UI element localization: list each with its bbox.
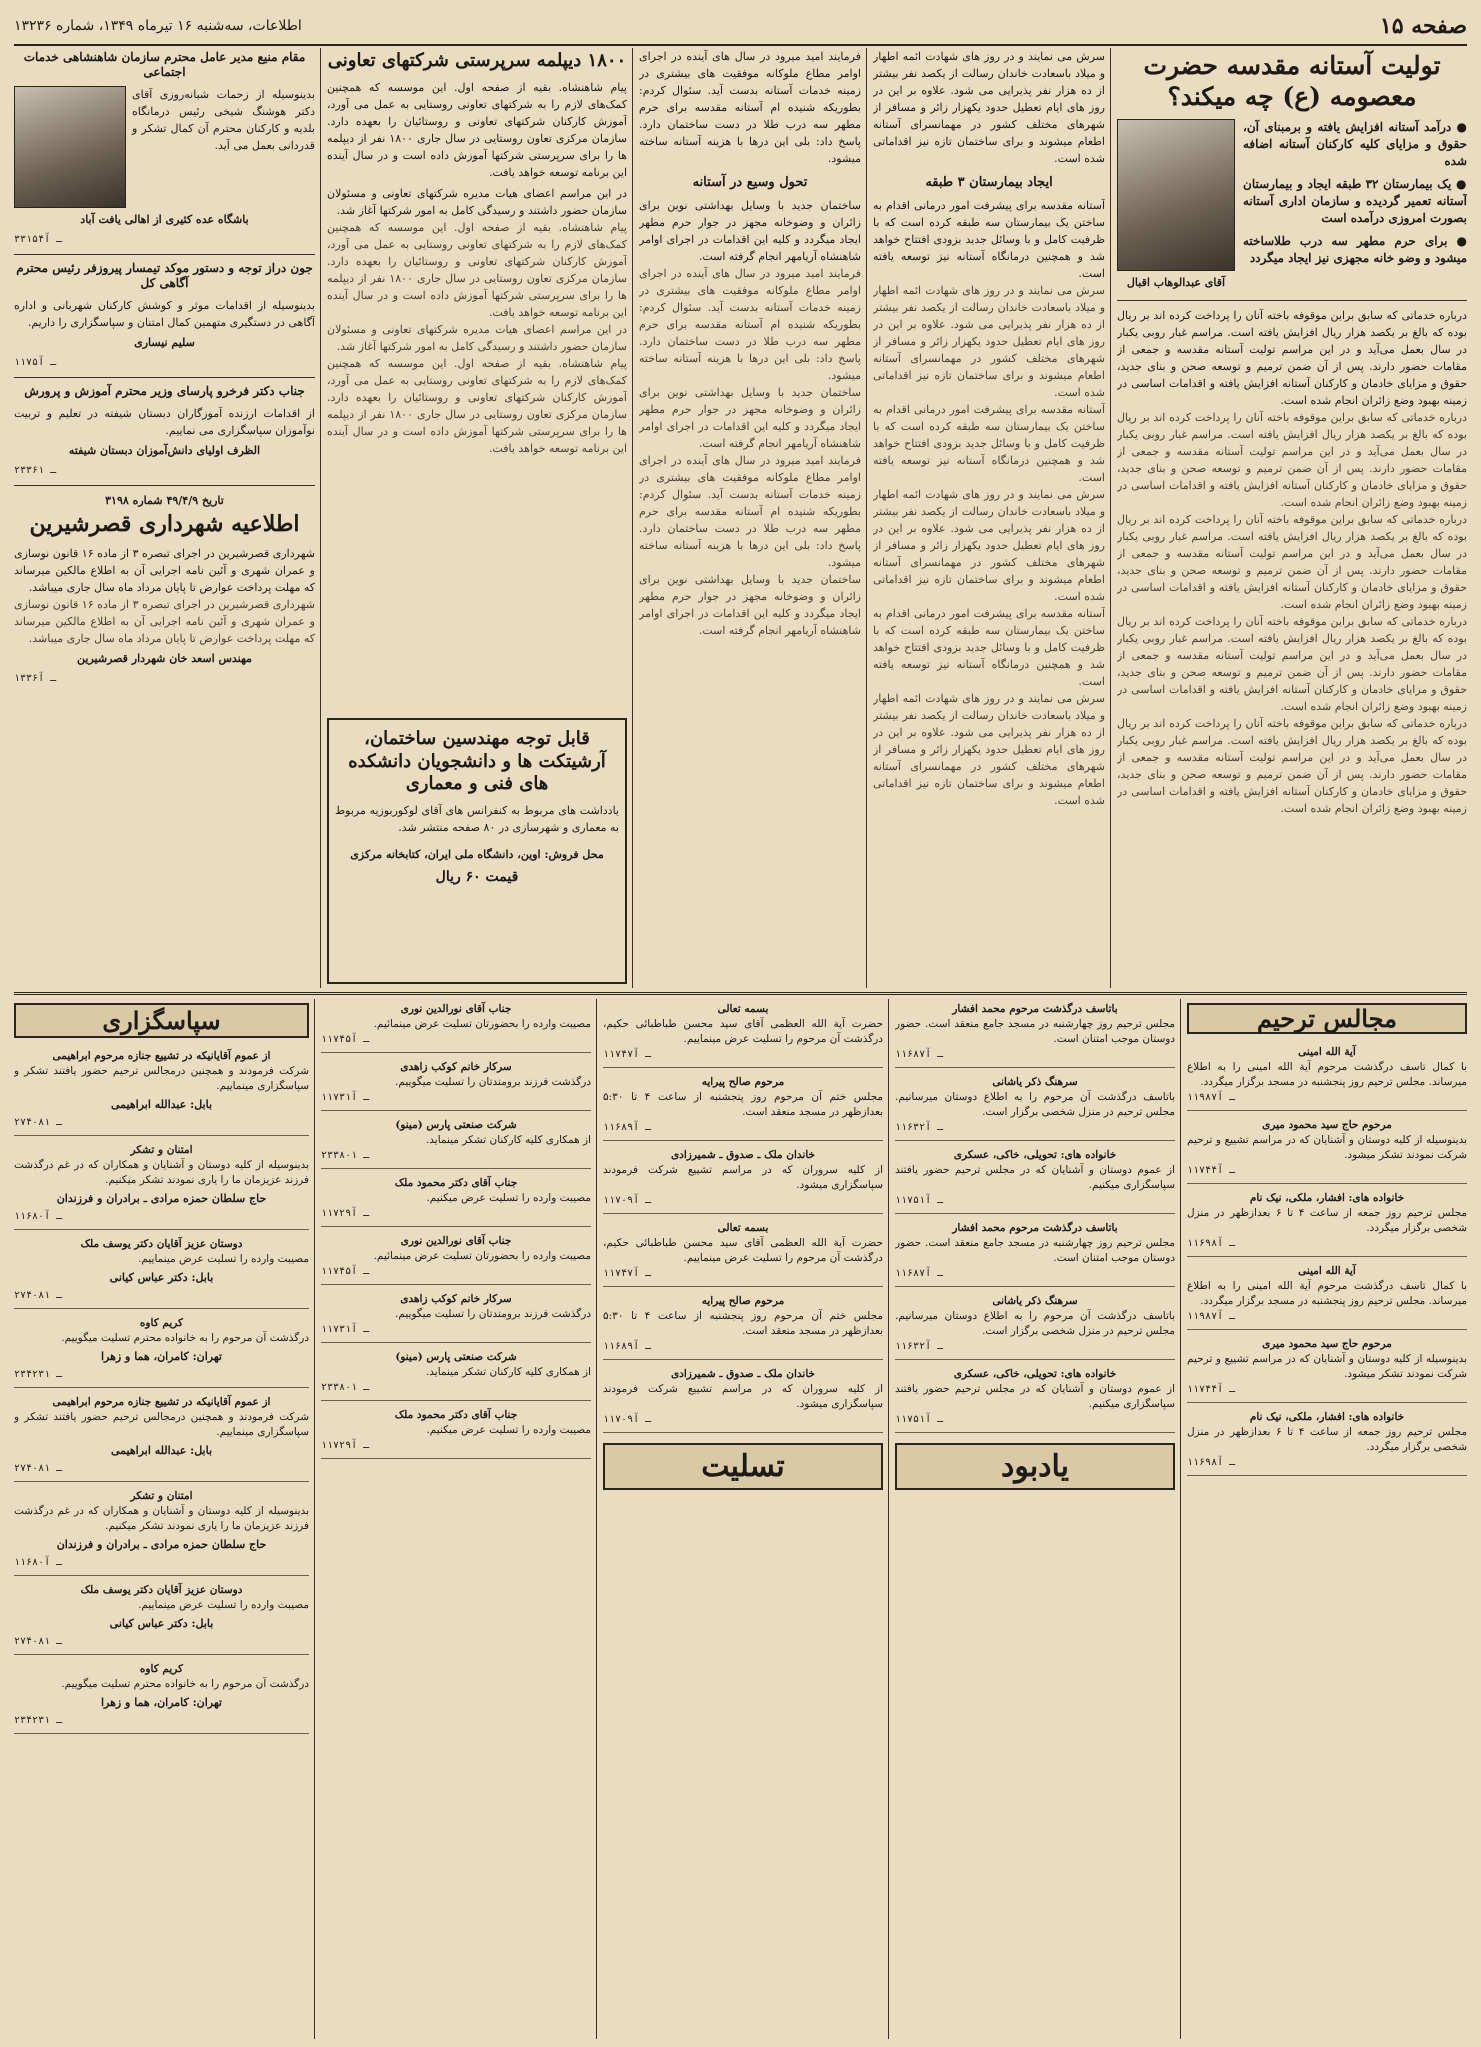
notice-body: با کمال تاسف درگذشت مرحوم آیة الله امینی را به اطلاع میرساند. مجلس ترحیم روز پنجشنبه در مسجد برگزار میگردد.: [1187, 1280, 1467, 1307]
notice-code: ۲۷۴۰۸ـ ۱: [14, 1117, 63, 1128]
notice-title: دوستان عزیز آقایان دکتر یوسف ملک: [80, 1584, 243, 1596]
notice-code: ۱۱۷۳۱ـ آ: [321, 1324, 370, 1335]
notice-body: از عموم دوستان و آشنایان که در مجلس ترحیم حضور یافتند سپاسگزاری میکنیم.: [895, 1383, 1175, 1410]
photo-caption: آقای عبدالوهاب اقبال: [1126, 275, 1226, 289]
classified-notice: [1187, 1334, 1467, 1403]
classified-notice: [321, 999, 591, 1053]
notice-title: شرکت صنعتی پارس (مینو): [395, 1351, 517, 1363]
notice3-title: جناب دکتر فرخرو پارسای وزیر محترم آموزش و پرورش: [24, 384, 305, 398]
notice-code: ۱۱۶۹۸ـ آ: [1187, 1457, 1236, 1468]
notice-title: آیة الله امینی: [1298, 1046, 1356, 1058]
classified-notice: [14, 1046, 309, 1136]
col4-body-2: در این مراسم اعضای هیات مدیره شرکتهای تعاونی و مسئولان سازمان حضور داشتند و رسیدگی کامل به امور شرکتها آغاز شد.: [327, 186, 627, 217]
notice-title: خاندان ملک ـ صدوق ـ شمیرزادی: [670, 1368, 816, 1380]
lead-subhead-1: ● درآمد آستانه افزایش یافته و برمبنای آن، حقوق و مزایای کلیه کارکنان آستانه اضافه شده: [1243, 119, 1467, 168]
notice-code: ۱۱۶۳۲ـ آ: [895, 1122, 944, 1133]
engineers-ad: [327, 718, 627, 984]
notice-body: بدینوسیله از کلیه دوستان و آشنایان و همکاران که در غم درگذشت فرزند عزیزمان ما را یاری نمودند تشکر میکنیم.: [14, 1159, 309, 1186]
notice-title: جناب آقای دکتر محمود ملک: [394, 1177, 518, 1189]
municipality-ad-title: اطلاعیه شهرداری قصرشیرین: [29, 511, 300, 537]
notice3-code: ۲۳۳۶ـ ۱: [14, 465, 57, 476]
notice-body: باتاسف درگذشت آن مرحوم را به اطلاع دوستان میرسانیم. مجلس ترحیم در منزل شخصی برگزار است.: [895, 1310, 1175, 1337]
classified-notice: [14, 1659, 309, 1734]
notice-body: از همکاری کلیه کارکنان تشکر مینماید.: [425, 1366, 591, 1378]
notice-body: از کلیه سروران که در مراسم تشییع شرکت فرمودند سپاسگزاری میشود.: [603, 1164, 883, 1191]
col2-body-cont-2: آستانه مقدسه برای پیشرفت امور درمانی اقدام به ساختن یک بیمارستان سه طبقه کرده است که با ظرفیت کامل و با وسائل جدید بزودی افتتاح خواهد شد و همچنین درمانگاه آستانه نیز توسعه یافته است.: [873, 403, 1105, 485]
notice-code: ۲۳۳۸۰ـ ۱: [321, 1382, 370, 1393]
classified-notice: [1187, 1042, 1467, 1111]
article-col-4: [327, 48, 627, 988]
classified-col-1: [1187, 999, 1467, 2039]
classified-notice: [14, 1140, 309, 1230]
notice-body: مجلس ترحیم روز جمعه از ساعت ۴ تا ۶ بعدازظهر در منزل شخصی برگزار میگردد.: [1187, 1426, 1467, 1453]
col3-body-cont: فرمایند امید میرود در سال های آینده در اجرای اوامر مطاع ملوکانه موفقیت های بیشتری در زمینه خدمات آستانه بدست آید. سئوال کردم: بطوریکه شنیده ام آستانه مقدسه برای حرم مطهر سه درب طلا در دست ساختمان دارد. پاسخ داد: بلی این درها با هزینه آستانه ساخته میشود.: [639, 267, 861, 383]
notice-body: مجلس ترحیم روز چهارشنبه در مسجد جامع منعقد است. حضور دوستان موجب امتنان است.: [895, 1018, 1175, 1045]
notice-code: ۱۱۷۴۵ـ آ: [321, 1266, 370, 1277]
notice-code: ۱۱۷۵۱ـ آ: [895, 1195, 944, 1206]
notice-body: مصیبت وارده را تسلیت عرض مینماییم.: [138, 1253, 309, 1265]
municipality-ad-code: ۱۳۳۶ـ آ: [14, 672, 57, 684]
col3-body-cont-2: ساختمان جدید با وسایل بهداشتی نوین برای زائران و وضوخانه مجهز در جوار حرم مطهر ایجاد میگردد و کلیه این اقدامات در اجرای اوامر شاهنشاه آریامهر انجام گرفته است.: [639, 386, 861, 451]
classified-notice: [895, 1291, 1175, 1360]
notice-body: حضرت آیة الله العظمی آقای سید محسن طباطبائی حکیم، درگذشت آن مرحوم را تسلیت عرض مینماییم.: [603, 1237, 883, 1264]
municipality-ad-body-cont: شهرداری قصرشیرین در اجرای تبصره ۳ از ماده ۱۶ قانون نوسازی و عمران شهری و آئین نامه اجرایی آن به اطلاع مالکین میرساند که مهلت پرداخت عوارض تا پایان مرداد ماه سال جاری میباشد.: [14, 597, 315, 645]
classified-notice: [14, 1392, 309, 1482]
col4-body: پیام شاهنشاه. بقیه از صفحه اول. این موسسه که همچنین کمک‌های لازم را به شرکتهای تعاونی روستایی به عمل می آورد، آموزش کارکنان شرکتهای تعاونی و روستائیان را بعهده دارد. سازمان مرکزی تعاون روستایی در سال جاری ۱۸۰۰ نفر از دیپلمه ها را برای سرپرستی شرکتها آموزش داده است و در سال آینده این برنامه توسعه خواهد یافت.: [327, 80, 627, 179]
notice-code: ۲۷۴۰۸ـ ۱: [14, 1290, 63, 1301]
lead-headline: تولیت آستانه مقدسه حضرت معصومه (ع) چه میکند؟: [1143, 51, 1441, 112]
notice-title: بسمه تعالی: [717, 1222, 769, 1234]
classified-notice: [1187, 1115, 1467, 1184]
lead-subhead-3: ● برای حرم مطهر سه درب طلاساخته میشود و وضو خانه مجهزی نیز ایجاد میگردد: [1243, 233, 1467, 265]
engineers-ad-title: قابل توجه مهندسین ساختمان، آرشیتکت ها و دانشجویان دانشکده های فنی و معماری: [348, 728, 606, 794]
classified-notice: [14, 1234, 309, 1309]
notice-title: شرکت صنعتی پارس (مینو): [395, 1119, 517, 1131]
notice-title: امتنان و تشکر: [130, 1144, 193, 1156]
municipality-ad-ref: تاریخ ۴۹/۴/۹ شماره ۳۱۹۸: [105, 494, 224, 507]
col4-body-cont: پیام شاهنشاه. بقیه از صفحه اول. این موسسه که همچنین کمک‌های لازم را به شرکتهای تعاونی روستایی به عمل می آورد، آموزش کارکنان شرکتهای تعاونی و روستائیان را بعهده دارد. سازمان مرکزی تعاون روستایی در سال جاری ۱۸۰۰ نفر از دیپلمه ها را برای سرپرستی شرکتها آموزش داده است و در سال آینده این برنامه توسعه خواهد یافت.: [327, 220, 627, 319]
notice-title: سرکار خانم کوکب زاهدی: [400, 1293, 512, 1305]
notice-code: ۲۳۳۸۰ـ ۱: [321, 1150, 370, 1161]
col3-body-2: ساختمان جدید با وسایل بهداشتی نوین برای زائران و وضوخانه مجهز در جوار حرم مطهر ایجاد میگردد و کلیه این اقدامات در اجرای اوامر شاهنشاه آریامهر انجام گرفته است.: [639, 199, 861, 264]
notice-title: آیة الله امینی: [1298, 1265, 1356, 1277]
notices-col: [14, 48, 315, 988]
notice-body: درگذشت آن مرحوم را به خانواده محترم تسلیت میگوییم.: [61, 1678, 309, 1690]
col3-body: فرمایند امید میرود در سال های آینده در اجرای اوامر مطاع ملوکانه موفقیت های بیشتری در زمینه خدمات آستانه بدست آید. سئوال کردم: بطوریکه شنیده ام آستانه مقدسه برای حرم مطهر سه درب طلا در دست ساختمان دارد. پاسخ داد: بلی این درها با هزینه آستانه ساخته میشود.: [639, 50, 861, 165]
notice-signer: تهران: کامران، هما و زهرا: [100, 1696, 222, 1709]
notice-title: جناب آقای نورالدین نوری: [400, 1235, 512, 1247]
classified-notice: [603, 1364, 883, 1433]
notice-title: بسمه تعالی: [717, 1003, 769, 1015]
classified-col-5: [14, 999, 309, 2039]
notice1-code: ۳۳۱۵۴ـ آ: [14, 234, 63, 245]
notice-body: درگذشت فرزند برومندتان را تسلیت میگوییم.: [395, 1308, 591, 1320]
classified-notice: [895, 999, 1175, 1068]
col2-body-cont: سرش می نمایند و در روز های شهادت ائمه اطهار و میلاد باسعادت خاندان رسالت از یکصد نفر بیشتر از ده هزار نفر پذیرایی می شود. علاوه بر این در روز های ایام تعطیل حدود یکهزار زائر و مسافر از شهرهای مختلف کشور در مهمانسرای آستانه اطعام میشوند و برای ساختمان تازه نیز اقداماتی شده است.: [873, 284, 1105, 400]
col2-subhead: ایجاد بیمارستان ۳ طبقه: [925, 175, 1053, 190]
notice-body: مصیبت وارده را تسلیت عرض میکنیم.: [426, 1192, 591, 1204]
notice-title: مرحوم صالح پیرایه: [701, 1295, 785, 1307]
notice-code: ۱۱۷۴۴ـ آ: [1187, 1384, 1236, 1395]
notice-code: ۱۱۶۸۹ـ آ: [603, 1122, 652, 1133]
classified-notice: [1187, 1261, 1467, 1330]
classified-col-4: [321, 999, 591, 2039]
notice-title: کریم کاوه: [139, 1317, 184, 1329]
notice-code: ۱۱۶۸۷ـ آ: [895, 1049, 944, 1060]
col4-headline: ۱۸۰۰ دیپلمه سرپرستی شرکتهای تعاونی: [327, 50, 627, 71]
notice-code: ۱۱۷۵۱ـ آ: [895, 1414, 944, 1425]
notice-title: خانواده های: افشار، ملکی، نیک نام: [1249, 1411, 1405, 1423]
yadbood-banner: یادبود: [895, 1443, 1175, 1490]
classified-notice: [14, 1486, 309, 1576]
classified-notice: [895, 1072, 1175, 1141]
notice-body: از کلیه سروران که در مراسم تشییع شرکت فرمودند سپاسگزاری میشود.: [603, 1383, 883, 1410]
classified-notice: [321, 1057, 591, 1111]
notice-body: شرکت فرمودند و همچنین درمجالس ترحیم حضور یافتند تشکر و سپاسگزاری مینماییم.: [14, 1065, 309, 1092]
notice-title: دوستان عزیز آقایان دکتر یوسف ملک: [80, 1238, 243, 1250]
classified-notice: [321, 1231, 591, 1285]
municipality-ad-body: شهرداری قصرشیرین در اجرای تبصره ۳ از ماده ۱۶ قانون نوسازی و عمران شهری و آئین نامه اجرایی آن به اطلاع مالکین میرساند که مهلت پرداخت عوارض تا پایان مرداد ماه سال جاری میباشد.: [14, 546, 315, 594]
col3-body-cont-3: فرمایند امید میرود در سال های آینده در اجرای اوامر مطاع ملوکانه موفقیت های بیشتری در زمینه خدمات آستانه بدست آید. سئوال کردم: بطوریکه شنیده ام آستانه مقدسه برای حرم مطهر سه درب طلا در دست ساختمان دارد. پاسخ داد: بلی این درها با هزینه آستانه ساخته میشود.: [639, 454, 861, 570]
municipality-ad-signer: مهندس اسعد خان شهردار قصرشیرین: [77, 651, 252, 665]
lead-body-cont-4: درباره خدماتی که سابق براین موقوفه باخته آنان را پرداخت کرده اند بر ریال بوده که بالغ بر یکصد هزار ریال افزایش یافته است. مراسم غبار روبی یکبار در سال بعمل می‌آید و در این مراسم تولیت آستانه مقدسه و جمعی از مقامات حضور دارند. پس از آن ضمن ترمیم و توسعه صحن و بنای جدید، حقوق و مزایای خادمان و کارکنان آستانه افزایش یافته و اقدامات اساسی در زمینه بهبود وضع زائران انجام شده است.: [1117, 716, 1467, 815]
notice-code: ۲۷۴۰۸ـ ۱: [14, 1463, 63, 1474]
notice-signer: حاج سلطان حمزه مرادی ـ برادران و فرزندان: [56, 1538, 267, 1551]
notice-code: ۱۱۹۸۷ـ آ: [1187, 1311, 1236, 1322]
notice-body: درگذشت فرزند برومندتان را تسلیت میگوییم.: [395, 1076, 591, 1088]
notice-code: ۱۱۷۴۴ـ آ: [1187, 1165, 1236, 1176]
tasliyat-banner: تسلیت: [603, 1443, 883, 1490]
notice-signer: تهران: کامران، هما و زهرا: [100, 1350, 222, 1363]
engineers-ad-sale: محل فروش: اوین، دانشگاه ملی ایران، کتابخانه مرکزی: [350, 847, 604, 861]
notice-code: ۱۱۷۲۹ـ آ: [321, 1208, 370, 1219]
notice-code: ۱۱۷۲۹ـ آ: [321, 1440, 370, 1451]
notice-title: خانواده های: افشار، ملکی، نیک نام: [1249, 1192, 1405, 1204]
thanks-banner: سپاسگزاری: [14, 1003, 309, 1038]
notice-title: امتنان و تشکر: [130, 1490, 193, 1502]
notice-title: خاندان ملک ـ صدوق ـ شمیرزادی: [670, 1149, 816, 1161]
classified-col-2: [895, 999, 1175, 2039]
notice-body: با کمال تاسف درگذشت مرحوم آیة الله امینی را به اطلاع میرساند. مجلس ترحیم روز پنجشنبه در مسجد برگزار میگردد.: [1187, 1061, 1467, 1088]
col2-body-cont-3: سرش می نمایند و در روز های شهادت ائمه اطهار و میلاد باسعادت خاندان رسالت از یکصد نفر بیشتر از ده هزار نفر پذیرایی می شود. علاوه بر این در روز های ایام تعطیل حدود یکهزار زائر و مسافر از شهرهای مختلف کشور در مهمانسرای آستانه اطعام میشوند و برای ساختمان تازه نیز اقداماتی شده است.: [873, 488, 1105, 604]
classified-notice: [603, 1218, 883, 1287]
notice-code: ۱۱۷۴۵ـ آ: [321, 1034, 370, 1045]
notice-code: ۱۱۷۰۹ـ آ: [603, 1414, 652, 1425]
notice-title: مرحوم حاج سید محمود میری: [1262, 1119, 1392, 1131]
notice-code: ۱۱۶۸۰ـ آ: [14, 1211, 63, 1222]
col2-body-2: آستانه مقدسه برای پیشرفت امور درمانی اقدام به ساختن یک بیمارستان سه طبقه کرده است که با ظرفیت کامل و با وسائل جدید بزودی افتتاح خواهد شد و همچنین درمانگاه آستانه نیز توسعه یافته است.: [873, 199, 1105, 281]
col2-body: سرش می نمایند و در روز های شهادت ائمه اطهار و میلاد باسعادت خاندان رسالت از یکصد نفر بیشتر از ده هزار نفر پذیرایی می شود. علاوه بر این در روز های ایام تعطیل حدود یکهزار زائر و مسافر از شهرهای مختلف کشور در مهمانسرای آستانه اطعام میشوند و برای ساختمان تازه نیز اقداماتی شده است.: [873, 50, 1105, 165]
lead-body-cont: درباره خدماتی که سابق براین موقوفه باخته آنان را پرداخت کرده اند بر ریال بوده که بالغ بر یکصد هزار ریال افزایش یافته است. مراسم غبار روبی یکبار در سال بعمل می‌آید و در این مراسم تولیت آستانه مقدسه و جمعی از مقامات حضور دارند. پس از آن ضمن ترمیم و توسعه صحن و بنای جدید، حقوق و مزایای خادمان و کارکنان آستانه افزایش یافته و اقدامات اساسی در زمینه بهبود وضع زائران انجام شده است.: [1117, 410, 1467, 509]
notice-title: سرهنگ ذکر یاشانی: [992, 1295, 1078, 1307]
notice-code: ۱۱۶۸۹ـ آ: [603, 1341, 652, 1352]
classifieds-section: [14, 992, 1467, 2041]
notice-body: از همکاری کلیه کارکنان تشکر مینماید.: [425, 1134, 591, 1146]
notice-code: ۱۱۶۳۲ـ آ: [895, 1341, 944, 1352]
col4-body-cont-3: پیام شاهنشاه. بقیه از صفحه اول. این موسسه که همچنین کمک‌های لازم را به شرکتهای تعاونی روستایی به عمل می آورد، آموزش کارکنان شرکتهای تعاونی و روستائیان را بعهده دارد. سازمان مرکزی تعاون روستایی در سال جاری ۱۸۰۰ نفر از دیپلمه ها را برای سرپرستی شرکتها آموزش داده است و در سال آینده این برنامه توسعه خواهد یافت.: [327, 356, 627, 455]
notice-title: باتاسف درگذشت مرحوم محمد افشار: [952, 1222, 1118, 1234]
notice-body: مجلس ترحیم روز چهارشنبه در مسجد جامع منعقد است. حضور دوستان موجب امتنان است.: [895, 1237, 1175, 1264]
notice-code: ۲۳۴۲۳ـ ۱: [14, 1369, 63, 1380]
notice-body: مصیبت وارده را تسلیت عرض مینماییم.: [138, 1599, 309, 1611]
notice1-signer: باشگاه عده کثیری از اهالی یافت آباد: [80, 213, 249, 226]
article-col-3: [639, 48, 861, 988]
notice-title: سرهنگ ذکر یاشانی: [992, 1076, 1078, 1088]
classified-notice: [603, 1072, 883, 1141]
classified-notice: [603, 1291, 883, 1360]
upper-section: [14, 48, 1467, 988]
notice-code: ۱۱۷۴۷ـ آ: [603, 1268, 652, 1279]
notice3-body: از اقدامات ارزنده آموزگاران دبستان شیفته در تعلیم و تربیت نوآموزان سپاسگزاری می نماییم.: [14, 407, 315, 437]
lead-body: درباره خدماتی که سابق براین موقوفه باخته آنان را پرداخت کرده اند بر ریال بوده که بالغ بر یکصد هزار ریال افزایش یافته است. مراسم غبار روبی یکبار در سال بعمل می‌آید و در این مراسم تولیت آستانه مقدسه و جمعی از مقامات حضور دارند. پس از آن ضمن ترمیم و توسعه صحن و بنای جدید، حقوق و مزایای خادمان و کارکنان آستانه افزایش یافته و اقدامات اساسی در زمینه بهبود وضع زائران انجام شده است.: [1117, 308, 1467, 407]
notice-body: مصیبت وارده را بحضورتان تسلیت عرض مینمائیم.: [373, 1018, 591, 1030]
classified-notice: [1187, 1188, 1467, 1257]
notice-title: خانواده های: تحویلی، خاکی، عسکری: [953, 1149, 1117, 1161]
issue-info: اطلاعات، سه‌شنبه ۱۶ تیرماه ۱۳۴۹، شماره ۱۳۲۳۶: [14, 18, 302, 34]
classified-notice: [1187, 1407, 1467, 1476]
classified-col-3: [603, 999, 883, 2039]
col2-body-cont-4: آستانه مقدسه برای پیشرفت امور درمانی اقدام به ساختن یک بیمارستان سه طبقه کرده است که با ظرفیت کامل و با وسائل جدید بزودی افتتاح خواهد شد و همچنین درمانگاه آستانه نیز توسعه یافته است.: [873, 607, 1105, 689]
col4-body-cont-2: در این مراسم اعضای هیات مدیره شرکتهای تعاونی و مسئولان سازمان حضور داشتند و رسیدگی کامل به امور شرکتها آغاز شد.: [327, 322, 627, 353]
portrait-photo: [1117, 119, 1235, 271]
notice-body: حضرت آیة الله العظمی آقای سید محسن طباطبائی حکیم، درگذشت آن مرحوم را تسلیت عرض مینماییم.: [603, 1018, 883, 1045]
notice-body: مجلس ختم آن مرحوم روز پنجشنبه از ساعت ۴ تا ۵:۳۰ بعدازظهر در مسجد منعقد است.: [603, 1091, 883, 1118]
lead-body-cont-3: درباره خدماتی که سابق براین موقوفه باخته آنان را پرداخت کرده اند بر ریال بوده که بالغ بر یکصد هزار ریال افزایش یافته است. مراسم غبار روبی یکبار در سال بعمل می‌آید و در این مراسم تولیت آستانه مقدسه و جمعی از مقامات حضور دارند. پس از آن ضمن ترمیم و توسعه صحن و بنای جدید، حقوق و مزایای خادمان و کارکنان آستانه افزایش یافته و اقدامات اساسی در زمینه بهبود وضع زائران انجام شده است.: [1117, 614, 1467, 713]
notice-code: ۱۱۷۰۹ـ آ: [603, 1195, 652, 1206]
col3-subhead: تحول وسیع در آستانه: [692, 175, 808, 190]
classified-notice: [321, 1289, 591, 1343]
classified-notice: [603, 999, 883, 1068]
lead-body-cont-2: درباره خدماتی که سابق براین موقوفه باخته آنان را پرداخت کرده اند بر ریال بوده که بالغ بر یکصد هزار ریال افزایش یافته است. مراسم غبار روبی یکبار در سال بعمل می‌آید و در این مراسم تولیت آستانه مقدسه و جمعی از مقامات حضور دارند. پس از آن ضمن ترمیم و توسعه صحن و بنای جدید، حقوق و مزایای خادمان و کارکنان آستانه افزایش یافته و اقدامات اساسی در زمینه بهبود وضع زائران انجام شده است.: [1117, 512, 1467, 611]
article-col-2: [873, 48, 1105, 988]
notice-signer: حاج سلطان حمزه مرادی ـ برادران و فرزندان: [56, 1192, 267, 1205]
classified-notice: [895, 1218, 1175, 1287]
notice-body: باتاسف درگذشت آن مرحوم را به اطلاع دوستان میرسانیم. مجلس ترحیم در منزل شخصی برگزار است.: [895, 1091, 1175, 1118]
notice-code: ۲۷۴۰۸ـ ۱: [14, 1636, 63, 1647]
notice1-body: بدینوسیله از زحمات شبانه‌روزی آقای دکتر هوشنگ شیخی رئیس درمانگاه بلدیه و کارکنان محترم آن کمال تشکر و قدردانی بعمل می آید.: [132, 88, 315, 152]
notice-signer: بابل: عبدالله ابراهیمی: [110, 1444, 213, 1457]
classified-notice: [321, 1173, 591, 1227]
classified-notice: [603, 1145, 883, 1214]
notice-body: مجلس ترحیم روز جمعه از ساعت ۴ تا ۶ بعدازظهر در منزل شخصی برگزار میگردد.: [1187, 1207, 1467, 1234]
notice-title: مرحوم حاج سید محمود میری: [1262, 1338, 1392, 1350]
classified-notice: [321, 1347, 591, 1401]
notice-code: ۱۱۷۳۱ـ آ: [321, 1092, 370, 1103]
notice-body: بدینوسیله از کلیه دوستان و آشنایان که در مراسم تشییع و ترحیم شرکت نمودند تشکر میشود.: [1187, 1134, 1467, 1161]
notice-title: جناب آقای دکتر محمود ملک: [394, 1409, 518, 1421]
col3-body-cont-4: ساختمان جدید با وسایل بهداشتی نوین برای زائران و وضوخانه مجهز در جوار حرم مطهر ایجاد میگردد و کلیه این اقدامات در اجرای اوامر شاهنشاه آریامهر انجام گرفته است.: [639, 573, 861, 638]
notice2-code: ۱۱۷۵ـ آ: [14, 357, 57, 368]
notice-body: بدینوسیله از کلیه دوستان و آشنایان و همکاران که در غم درگذشت فرزند عزیزمان ما را یاری نمودند تشکر میکنیم.: [14, 1505, 309, 1532]
page-number: صفحه ۱۵: [1379, 13, 1467, 39]
classified-notice: [14, 1313, 309, 1388]
notice1-title: مقام منیع مدیر عامل محترم سازمان شاهنشاهی خدمات اجتماعی: [23, 50, 306, 79]
notice-title: سرکار خانم کوکب زاهدی: [400, 1061, 512, 1073]
classified-notice: [321, 1405, 591, 1459]
notice-body: مجلس ختم آن مرحوم روز پنجشنبه از ساعت ۴ تا ۵:۳۰ بعدازظهر در مسجد منعقد است.: [603, 1310, 883, 1337]
notice-code: ۱۱۶۸۷ـ آ: [895, 1268, 944, 1279]
lead-subhead-2: ● یک بیمارستان ۳۲ طبقه ایجاد و بیمارستان آستانه تعمیر گردیده و سازمان اداری آستانه بصورت امروزی درآمده است: [1243, 176, 1467, 225]
masthead: [14, 8, 1467, 46]
notice-code: ۱۱۷۴۷ـ آ: [603, 1049, 652, 1060]
engineers-ad-price: قیمت ۶۰ ریال: [435, 868, 519, 885]
notice-signer: بابل: دکتر عباس کیانی: [109, 1617, 214, 1630]
notice-body: مصیبت وارده را تسلیت عرض میکنیم.: [426, 1424, 591, 1436]
classified-notice: [321, 1115, 591, 1169]
notice-title: خانواده های: تحویلی، خاکی، عسکری: [953, 1368, 1117, 1380]
notice-signer: بابل: دکتر عباس کیانی: [109, 1271, 214, 1284]
notice-body: درگذشت آن مرحوم را به خانواده محترم تسلیت میگوییم.: [61, 1332, 309, 1344]
notice2-title: جون دراز توجه و دستور موکد تیمسار پیروزفر رئیس محترم آگاهی کل: [16, 261, 313, 290]
engineers-ad-body: یادداشت های مربوط به کنفرانس های آقای لوکوربوزیه مربوط به معماری و شهرسازی در ۸۰ صفحه منتشر شد.: [335, 803, 619, 834]
notice-body: از عموم دوستان و آشنایان که در مجلس ترحیم حضور یافتند سپاسگزاری میکنیم.: [895, 1164, 1175, 1191]
notice-title: از عموم آقایانیکه در تشییع جنازه مرحوم ابراهیمی: [52, 1050, 271, 1062]
col2-body-cont-5: سرش می نمایند و در روز های شهادت ائمه اطهار و میلاد باسعادت خاندان رسالت از یکصد نفر بیشتر از ده هزار نفر پذیرایی می شود. علاوه بر این در روز های ایام تعطیل حدود یکهزار زائر و مسافر از شهرهای مختلف کشور در مهمانسرای آستانه اطعام میشوند و برای ساختمان تازه نیز اقداماتی شده است.: [873, 692, 1105, 808]
classified-notice: [14, 1580, 309, 1655]
notice2-signer: سلیم نیساری: [134, 336, 195, 349]
notice-code: ۱۱۹۸۷ـ آ: [1187, 1092, 1236, 1103]
notice-code: ۱۱۶۸۰ـ آ: [14, 1557, 63, 1568]
notice-code: ۱۱۶۹۸ـ آ: [1187, 1238, 1236, 1249]
notice-signer: بابل: عبدالله ابراهیمی: [110, 1098, 213, 1111]
notice-body: بدینوسیله از کلیه دوستان و آشنایان که در مراسم تشییع و ترحیم شرکت نمودند تشکر میشود.: [1187, 1353, 1467, 1380]
notice-title: از عموم آقایانیکه در تشییع جنازه مرحوم ابراهیمی: [52, 1396, 271, 1408]
notice-code: ۲۳۴۲۳ـ ۱: [14, 1715, 63, 1726]
classified-notice: [895, 1145, 1175, 1214]
condolence-banner: مجالس ترحیم: [1187, 1003, 1467, 1034]
notice-title: باتاسف درگذشت مرحوم محمد افشار: [952, 1003, 1118, 1015]
notice-title: جناب آقای نورالدین نوری: [400, 1003, 512, 1015]
notice3-signer: الظرف اولیای دانش‌آموزان دبستان شیفته: [68, 444, 261, 457]
notice-body: شرکت فرمودند و همچنین درمجالس ترحیم حضور یافتند تشکر و سپاسگزاری مینماییم.: [14, 1411, 309, 1438]
notice-title: کریم کاوه: [139, 1663, 184, 1675]
notice2-body: بدینوسیله از اقدامات موثر و کوشش کارکنان شهربانی و اداره آگاهی در دستگیری متهمین کمال امتنان و سپاسگزاری را داریم.: [14, 299, 315, 329]
classified-notice: [895, 1364, 1175, 1433]
notice-title: مرحوم صالح پیرایه: [701, 1076, 785, 1088]
lead-article: [1117, 48, 1467, 988]
notice1-photo: [14, 86, 126, 208]
notice-body: مصیبت وارده را بحضورتان تسلیت عرض مینمائیم.: [373, 1250, 591, 1262]
